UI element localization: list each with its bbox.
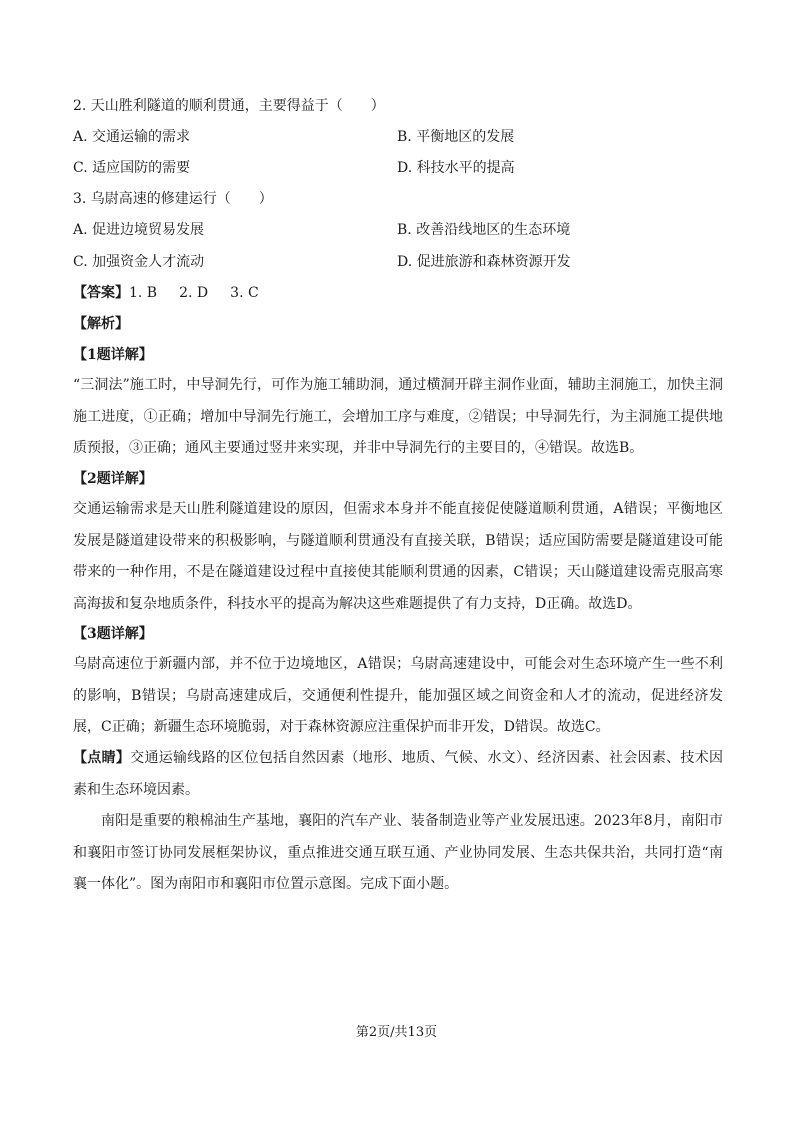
analysis-label: 【解析】 bbox=[73, 316, 129, 332]
answer-item: 2. D bbox=[179, 285, 209, 301]
answer-line bbox=[73, 283, 281, 303]
detail-2-label: 【2题详解】 bbox=[73, 471, 153, 487]
question-2-stem: 2. 天山胜利隧道的顺利贯通，主要得益于（ ） bbox=[73, 98, 385, 114]
detail-3-text: 乌尉高速位于新疆内部，并不位于边境地区，A错误；乌尉高速建设中，可能会对生态环境产生一些不利的影响，B错误；乌尉高速建成后，交通便利性提升，能加强区域之间资金和人才的流动，促进经济发展，C正确；新疆生态环境脆弱，对于森林资源应注重保护而非开发，D错误。故选C。 bbox=[73, 656, 723, 735]
answer-item: 3. C bbox=[230, 285, 259, 301]
question-2-option-c: C. 适应国防的需要 bbox=[73, 160, 191, 176]
point-paragraph bbox=[73, 743, 723, 806]
question-3-stem: 3. 乌尉高速的修建运行（ ） bbox=[73, 191, 273, 207]
question-3-option-a: A. 促进边境贸易发展 bbox=[73, 222, 205, 238]
answer-item: 1. B bbox=[129, 285, 158, 301]
detail-3-label: 【3题详解】 bbox=[73, 626, 153, 642]
point-text: 交通运输线路的区位包括自然因素（地形、地质、气候、水文）、经济因素、社会因素、技术因素和生态环境因素。 bbox=[73, 750, 723, 798]
question-2-option-a: A. 交通运输的需求 bbox=[73, 129, 191, 145]
page-number: 第2页/共13页 bbox=[355, 1025, 438, 1040]
question-3-option-b: B. 改善沿线地区的生态环境 bbox=[397, 222, 571, 238]
question-3-option-c: C. 加强资金人才流动 bbox=[73, 254, 205, 270]
question-2-option-b: B. 平衡地区的发展 bbox=[397, 129, 515, 145]
answer-label: 【答案】 bbox=[73, 285, 129, 301]
detail-1-label: 【1题详解】 bbox=[73, 347, 153, 363]
point-label: 【点睛】 bbox=[73, 750, 131, 766]
detail-1-text: “三洞法”施工时，中导洞先行，可作为施工辅助洞，通过横洞开辟主洞作业面，辅助主洞施工，加快主洞施工进度，①正确；增加中导洞先行施工，会增加工序与难度，②错误；中导洞先行，为主洞施工提供地质预报，③正确；通风主要通过竖井来实现，并非中导洞先行的主要目的，④错误。故选B。 bbox=[73, 377, 723, 456]
intro-paragraph: 南阳是重要的粮棉油生产基地，襄阳的汽车产业、装备制造业等产业发展迅速。2023年8月，南阳市和襄阳市签订协同发展框架协议，重点推进交通互联互通、产业协同发展、生态共保共治，共同打造“南襄一体化”。图为南阳市和襄阳市位置示意图。完成下面小题。 bbox=[73, 813, 723, 892]
question-2-option-d: D. 科技水平的提高 bbox=[397, 160, 515, 176]
question-3-option-d: D. 促进旅游和森林资源开发 bbox=[397, 254, 571, 270]
detail-2-text: 交通运输需求是天山胜利隧道建设的原因，但需求本身并不能直接促使隧道顺利贯通，A错误；平衡地区发展是隧道建设带来的积极影响，与隧道顺利贯通没有直接关联，B错误；适应国防需要是隧道建设可能带来的一种作用，不是在隧道建设过程中直接使其能顺利贯通的因素，C错误；天山隧道建设需克服高寒高海拔和复杂地质条件，科技水平的提高为解决这些难题提供了有力支持，D正确。故选D。 bbox=[73, 501, 723, 612]
